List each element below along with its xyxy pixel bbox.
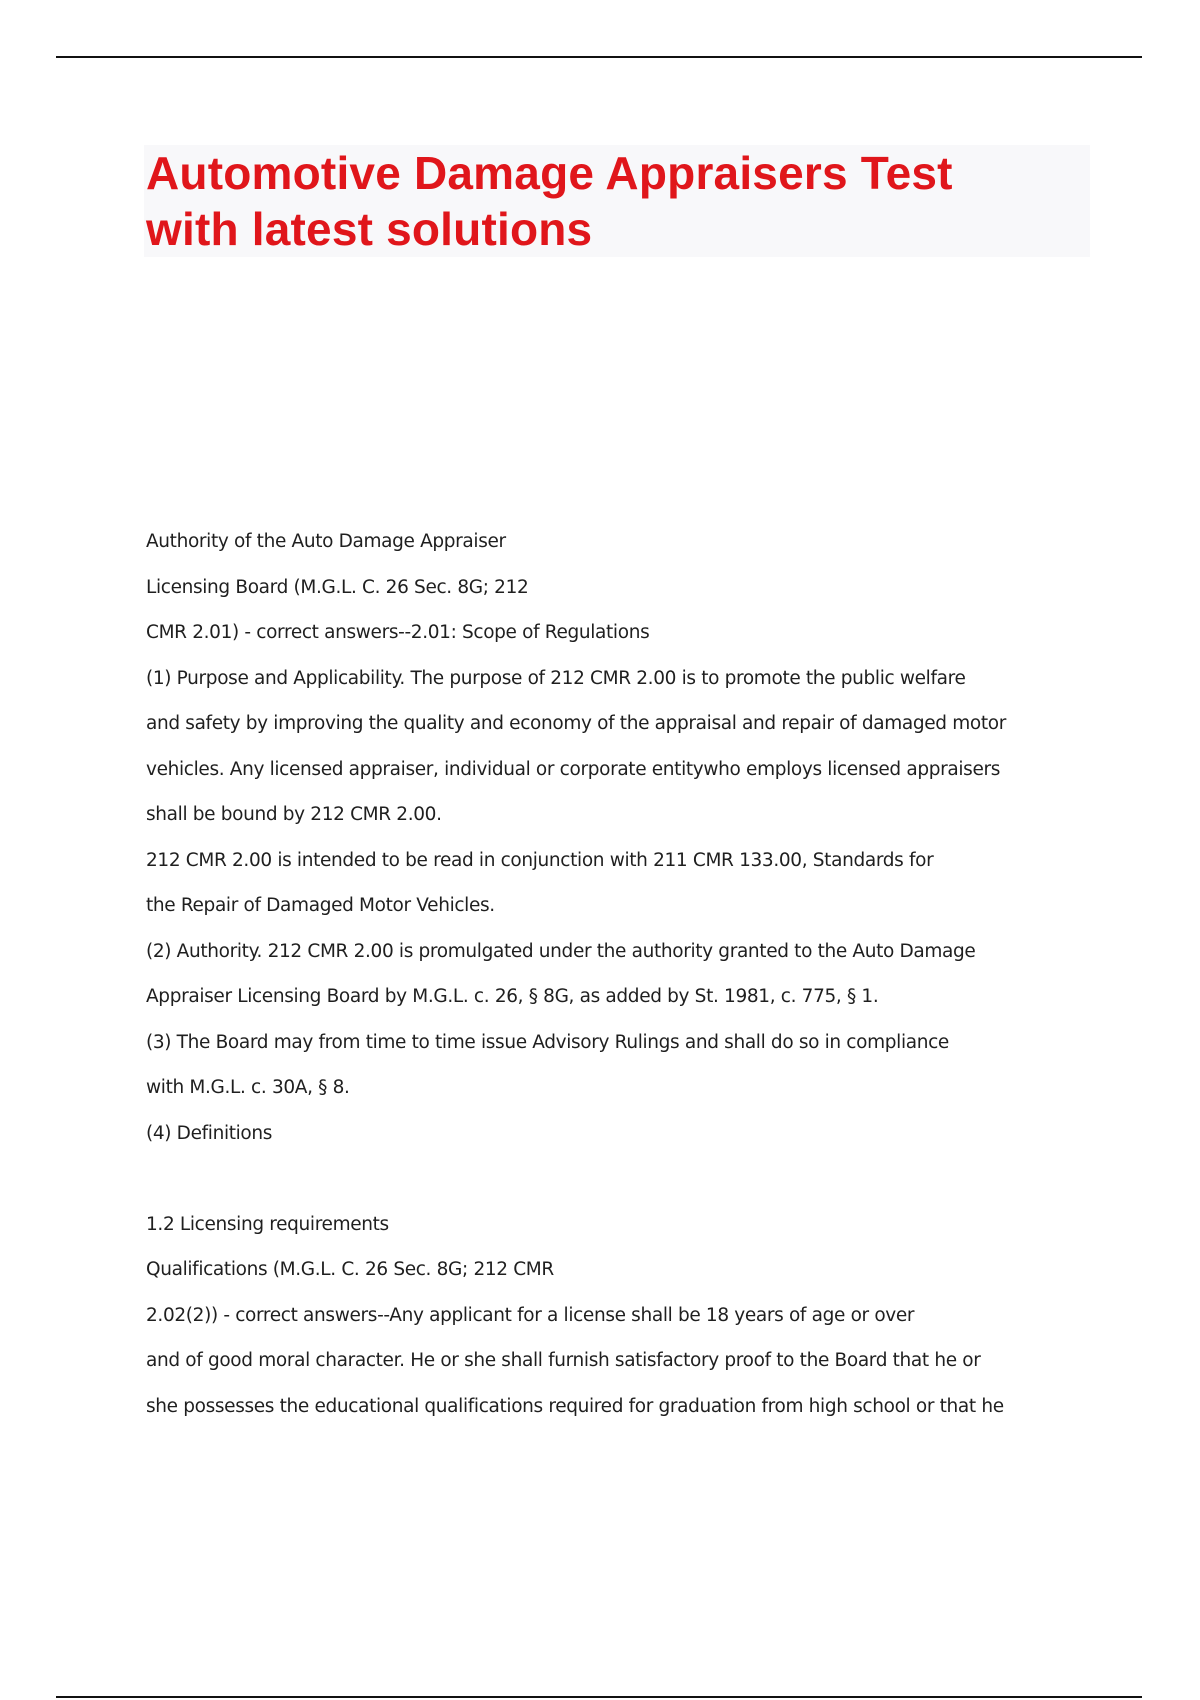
body-line: Licensing Board (M.G.L. C. 26 Sec. 8G; 212: [146, 577, 529, 598]
body-line: vehicles. Any licensed appraiser, individual or corporate entitywho employs licensed appraisers: [146, 759, 1001, 780]
body-line: (4) Definitions: [146, 1123, 273, 1144]
title-box: [144, 145, 1090, 257]
body-line: she possesses the educational qualifications required for graduation from high school or that he: [146, 1396, 1004, 1417]
body-line: and safety by improving the quality and economy of the appraisal and repair of damaged motor: [146, 713, 1006, 734]
body-line: (1) Purpose and Applicability. The purpose of 212 CMR 2.00 is to promote the public welfare: [146, 668, 966, 689]
body-line: Authority of the Auto Damage Appraiser: [146, 531, 506, 552]
body-line: shall be bound by 212 CMR 2.00.: [146, 804, 442, 825]
body-line: CMR 2.01) - correct answers--2.01: Scope of Regulations: [146, 622, 650, 643]
section-heading: 1.2 Licensing requirements: [146, 1214, 389, 1235]
title-line-2: with latest solutions: [146, 203, 593, 255]
body-line: (2) Authority. 212 CMR 2.00 is promulgated under the authority granted to the Auto Damage: [146, 941, 976, 962]
document-title: [146, 145, 1088, 257]
top-rule: [56, 56, 1142, 58]
body-line: 212 CMR 2.00 is intended to be read in conjunction with 211 CMR 133.00, Standards for: [146, 850, 934, 871]
body-line: with M.G.L. c. 30A, § 8.: [146, 1077, 350, 1098]
body-line: (3) The Board may from time to time issue Advisory Rulings and shall do so in compliance: [146, 1032, 949, 1053]
body-line: the Repair of Damaged Motor Vehicles.: [146, 895, 495, 916]
title-line-1: Automotive Damage Appraisers Test: [146, 147, 953, 199]
body-line: 2.02(2)) - correct answers--Any applicant for a license shall be 18 years of age or over: [146, 1305, 915, 1326]
body-line: Qualifications (M.G.L. C. 26 Sec. 8G; 212 CMR: [146, 1259, 554, 1280]
body-line: Appraiser Licensing Board by M.G.L. c. 26, § 8G, as added by St. 1981, c. 775, § 1.: [146, 986, 879, 1007]
bottom-rule: [56, 1696, 1142, 1698]
body-line: and of good moral character. He or she shall furnish satisfactory proof to the Board that he or: [146, 1350, 981, 1371]
